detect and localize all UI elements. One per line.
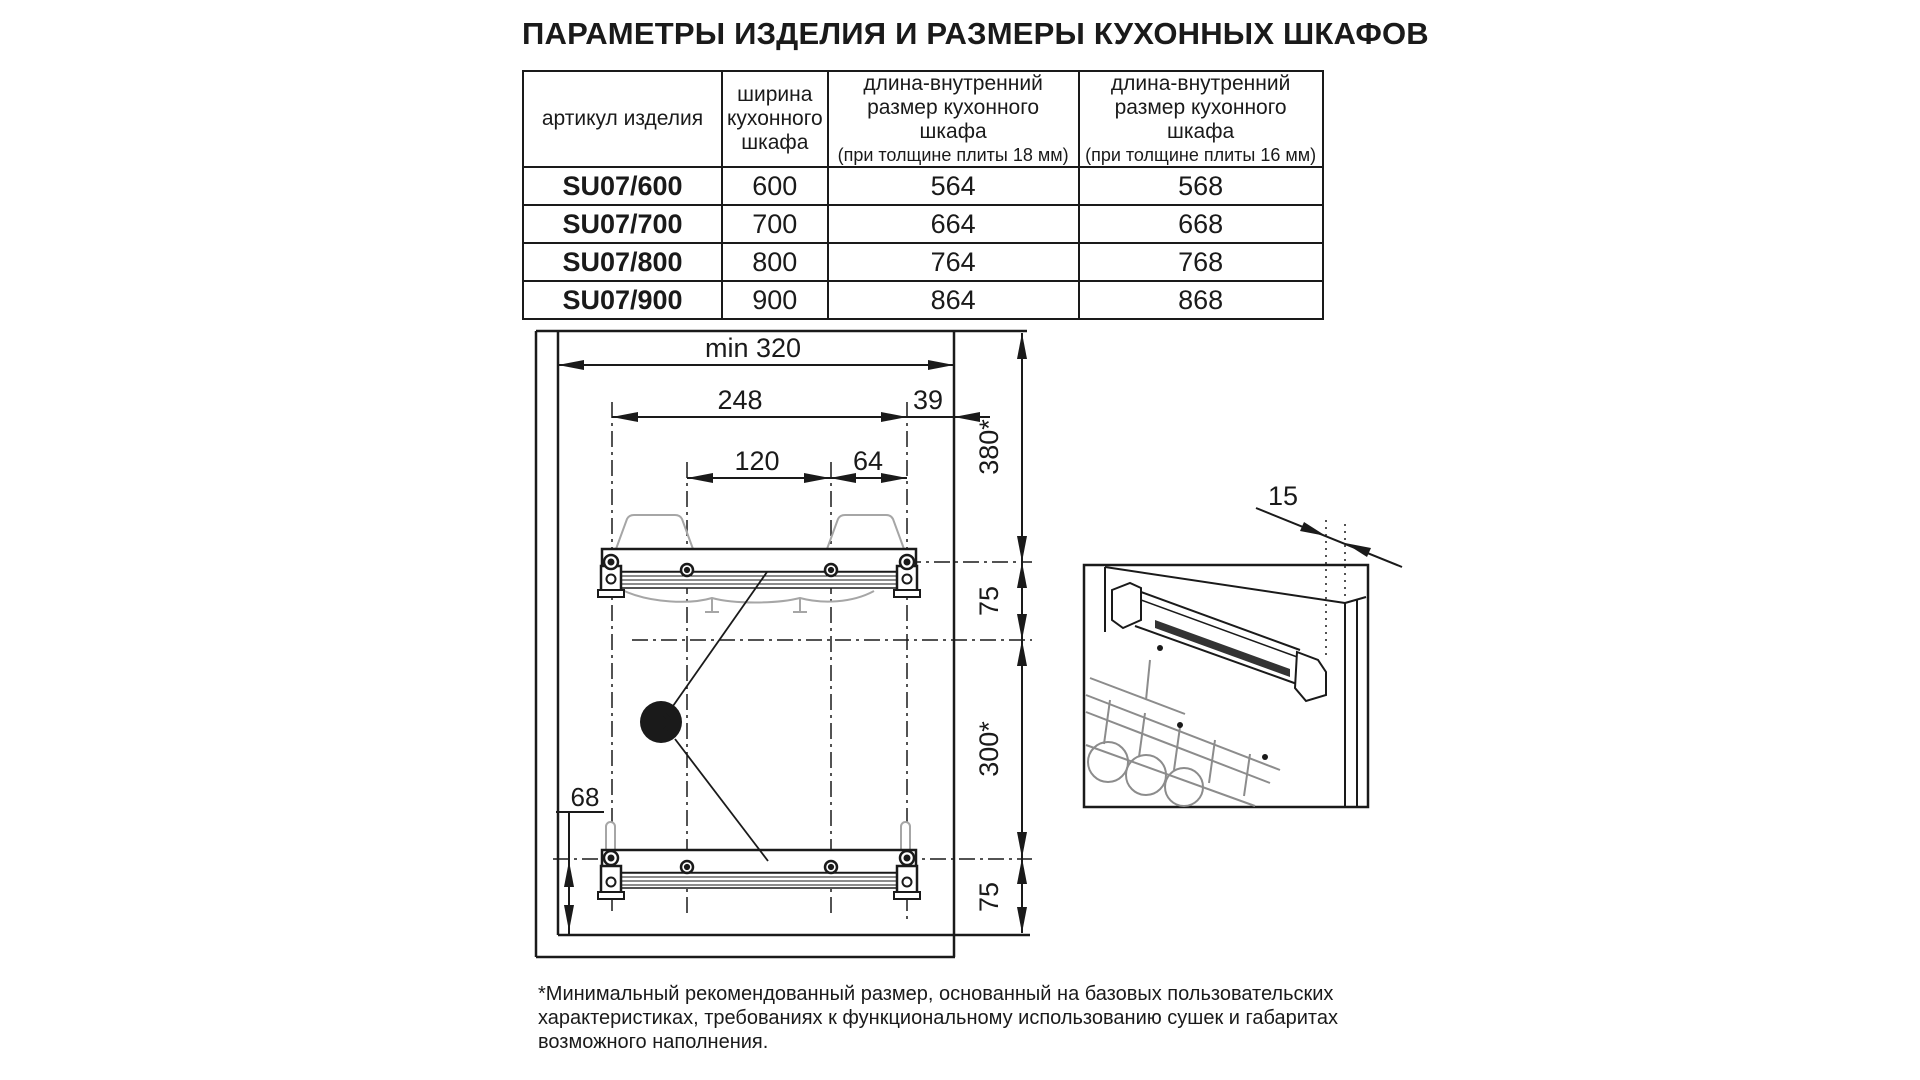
detail-marker [640, 572, 768, 861]
detail-inset [1084, 520, 1368, 807]
footnote-line: возможного наполнения. [538, 1031, 769, 1053]
len18-cell: 864 [828, 281, 1079, 319]
article-cell: SU07/800 [523, 243, 722, 281]
len16-cell: 868 [1079, 281, 1323, 319]
dim-248-label: 248 [717, 385, 763, 415]
detail-letter: D [649, 705, 673, 740]
col-header-width: ширина кухонного шкафа [722, 71, 828, 167]
dim-75-bottom-label: 75 [974, 881, 1004, 913]
len18-cell: 564 [828, 167, 1079, 205]
dim-300-label: 300* [974, 721, 1004, 777]
dim-120-label: 120 [734, 446, 780, 476]
len16-cell: 768 [1079, 243, 1323, 281]
dim-380-label: 380* [974, 419, 1004, 475]
col-header-len18-main: длина-внутренний размер кухонного шкафа [863, 72, 1043, 143]
inset-rail [1112, 583, 1326, 701]
len18-cell: 764 [828, 243, 1079, 281]
page-title: ПАРАМЕТРЫ ИЗДЕЛИЯ И РАЗМЕРЫ КУХОННЫХ ШКАФОВ [522, 16, 1429, 51]
dimension-arrows [558, 333, 1371, 933]
article-cell: SU07/600 [523, 167, 722, 205]
col-header-len16-note: (при толщине плиты 16 мм) [1085, 145, 1317, 165]
dim-64-label: 64 [852, 446, 884, 476]
width-cell: 900 [722, 281, 828, 319]
dim-min320-label: min 320 [704, 333, 802, 363]
article-cell: SU07/900 [523, 281, 722, 319]
len16-cell: 568 [1079, 167, 1323, 205]
col-header-article: артикул изделия [523, 71, 722, 167]
article-cell: SU07/700 [523, 205, 722, 243]
width-cell: 700 [722, 205, 828, 243]
footnote-line: характеристиках, требованиях к функциональному использованию сушек и габаритах [538, 1007, 1338, 1029]
inset-wire-basket [1086, 660, 1280, 806]
footnote-line: *Минимальный рекомендованный размер, основанный на базовых пользовательских [538, 983, 1334, 1005]
center-lines [553, 402, 1032, 920]
len18-cell: 664 [828, 205, 1079, 243]
dimension-labels [571, 333, 1298, 912]
footnote [538, 982, 1368, 1054]
top-rail [598, 515, 920, 612]
col-header-len18-note: (при толщине плиты 18 мм) [837, 145, 1069, 165]
len16-cell: 668 [1079, 205, 1323, 243]
bottom-rail [598, 822, 920, 899]
width-cell: 600 [722, 167, 828, 205]
dim-15-label: 15 [1267, 481, 1299, 511]
col-header-len16-main: длина-внутренний размер кухонного шкафа [1110, 72, 1291, 143]
dim-39-label: 39 [912, 385, 944, 415]
dim-68-label: 68 [570, 782, 600, 812]
dim-75-top-label: 75 [974, 585, 1004, 617]
width-cell: 800 [722, 243, 828, 281]
